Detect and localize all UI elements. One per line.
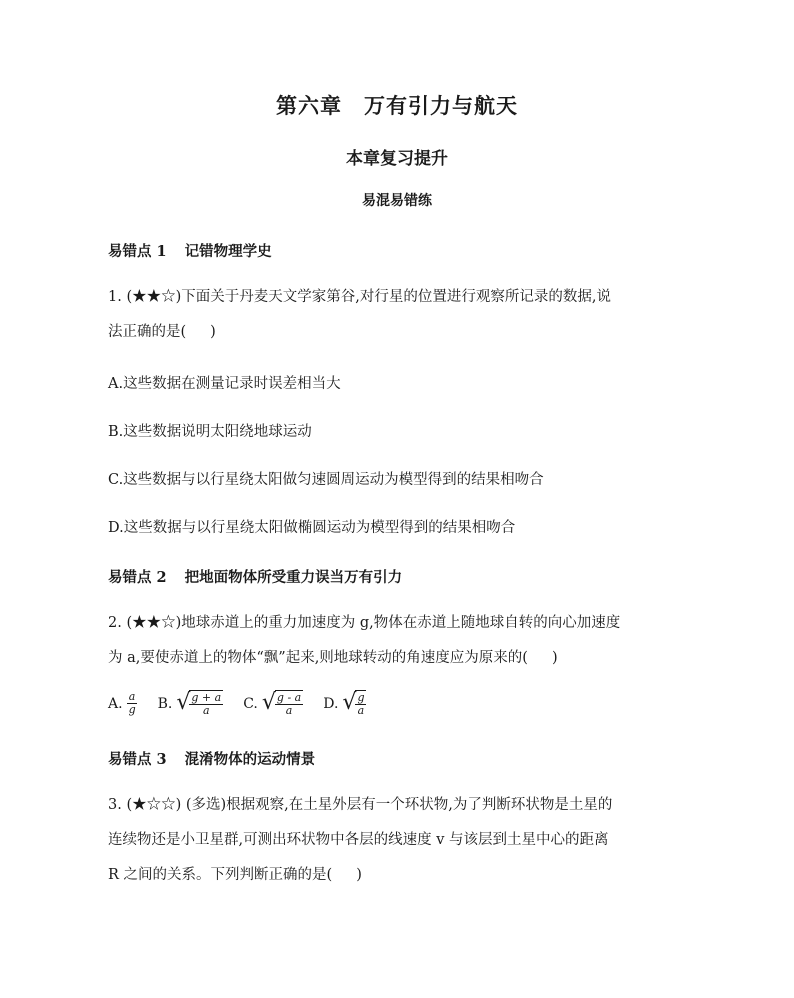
error-point-label: 易错点 3 — [108, 751, 167, 768]
question-text: 2. (★★☆)地球赤道上的重力加速度为 g,物体在赤道上随地球自转的向心加速度 — [108, 615, 621, 631]
question-text: 3. (★☆☆) (多选)根据观察,在土星外层有一个环状物,为了判断环状物是土星的 — [108, 797, 613, 813]
question-1 — [108, 280, 692, 350]
chapter-subtitle: 本章复习提升 — [346, 149, 448, 169]
error-point-label: 易错点 1 — [108, 243, 167, 260]
option-c: C.这些数据与以行星绕太阳做匀速圆周运动为模型得到的结果相吻合 — [108, 472, 544, 488]
option-b: B.这些数据说明太阳绕地球运动 — [108, 424, 312, 440]
option-c: C. √ $\frac{g - a}{a}$ — [243, 690, 302, 717]
question-text: 为 a,要使赤道上的物体“飘”起来,则地球转动的角速度应为原来的( ) — [108, 650, 558, 666]
error-point-label: 易错点 2 — [108, 569, 167, 586]
fraction: $\frac{a}{g}$ — [128, 690, 136, 716]
chapter-title: 第六章 万有引力与航天 — [276, 93, 518, 118]
section-heading: 易混易错练 — [362, 193, 432, 209]
error-point-2 — [108, 566, 402, 587]
error-point-title: 记错物理学史 — [184, 243, 272, 260]
question-text: 1. (★★☆)下面关于丹麦天文学家第谷,对行星的位置进行观察所记录的数据,说 — [108, 289, 611, 305]
question-text: 连续物还是小卫星群,可测出环状物中各层的线速度 v 与该层到土星中心的距离 — [108, 832, 609, 848]
fraction: $\frac{g + a}{a}$ — [191, 691, 222, 717]
option-b: B. √ $\frac{g + a}{a}$ — [157, 690, 222, 717]
square-root — [342, 690, 366, 717]
option-d: D.这些数据与以行星绕太阳做椭圆运动为模型得到的结果相吻合 — [108, 520, 516, 536]
error-point-1 — [108, 240, 272, 261]
option-a: A. $\frac{a}{g}$ — [108, 690, 136, 716]
question-text: 法正确的是( ) — [108, 324, 216, 340]
option-a: A.这些数据在测量记录时误差相当大 — [108, 376, 341, 392]
radical-sign: √ — [342, 690, 357, 715]
fraction: $\frac{g}{a}$ — [357, 691, 365, 717]
fraction: $\frac{g - a}{a}$ — [276, 691, 302, 717]
question-2 — [108, 606, 692, 676]
radical-sign: √ — [261, 690, 276, 715]
question-text: R 之间的关系。下列判断正确的是( ) — [108, 867, 362, 883]
q2-options — [108, 690, 386, 717]
square-root — [262, 690, 303, 717]
error-point-title: 混淆物体的运动情景 — [184, 751, 316, 768]
error-point-title: 把地面物体所受重力误当万有引力 — [184, 569, 403, 586]
question-3 — [108, 788, 692, 893]
option-d: D. √ $\frac{g}{a}$ — [323, 690, 365, 717]
square-root — [176, 690, 223, 717]
radical-sign: √ — [176, 690, 191, 715]
error-point-3 — [108, 748, 315, 769]
